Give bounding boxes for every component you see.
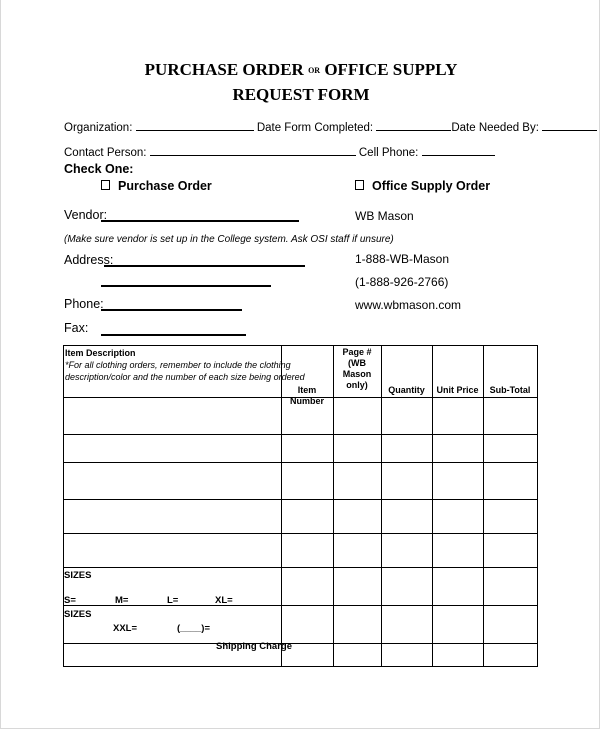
item-number-header: Item Number xyxy=(289,385,324,406)
vendor-label: Vendor: xyxy=(64,208,108,222)
organization-label: Organization: xyxy=(64,122,133,134)
subtotal-header: Sub-Total xyxy=(489,385,531,395)
item-description-note-2: description/color and the number of each size being ordered xyxy=(65,372,305,382)
address-field-2[interactable] xyxy=(101,285,271,287)
check-one-label: Check One: xyxy=(64,162,134,176)
date-needed-label: Date Needed By: xyxy=(451,122,539,134)
table-col-line xyxy=(333,345,334,667)
table-row-line xyxy=(63,434,538,435)
supplier-website[interactable]: www.wbmason.com xyxy=(355,298,462,312)
purchase-order-checkbox[interactable] xyxy=(101,180,110,190)
size-other: (____)= xyxy=(177,623,211,634)
quantity-header: Quantity xyxy=(388,385,425,395)
title-or: OR xyxy=(308,66,321,75)
cell-phone-label: Cell Phone: xyxy=(358,147,419,159)
date-completed-label: Date Form Completed: xyxy=(256,122,374,134)
supplier-phone-2: (1-888-926-2766) xyxy=(355,275,449,289)
header-row-1 xyxy=(64,120,597,134)
page-header-line2: (WB Mason xyxy=(342,358,372,379)
date-completed-field[interactable] xyxy=(376,120,451,131)
size-m: M= xyxy=(115,595,129,606)
table-row-line xyxy=(63,533,538,534)
table-border-top xyxy=(63,345,538,346)
page-header-line1: Page # xyxy=(342,347,372,357)
fax-label: Fax: xyxy=(64,321,89,335)
table-border-right xyxy=(537,345,538,667)
item-description-note-1: *For all clothing orders, remember to include the clothing xyxy=(65,360,291,370)
purchase-order-option[interactable] xyxy=(101,179,212,193)
table-row-line xyxy=(63,462,538,463)
cell-phone-field[interactable] xyxy=(422,145,495,156)
address-field-1[interactable] xyxy=(104,265,305,267)
title-part2: OFFICE SUPPLY xyxy=(324,60,458,79)
date-needed-field[interactable] xyxy=(542,120,597,131)
address-label: Address: xyxy=(64,253,114,267)
office-supply-checkbox[interactable] xyxy=(355,180,364,190)
size-s: S= xyxy=(64,595,76,606)
office-supply-label: Office Supply Order xyxy=(372,179,491,193)
sizes-label-2: SIZES xyxy=(64,609,92,620)
items-table xyxy=(63,345,538,667)
form-title-line2: REQUEST FORM xyxy=(232,85,370,104)
purchase-order-label: Purchase Order xyxy=(118,179,212,193)
vendor-field[interactable] xyxy=(101,220,299,222)
unit-price-header: Unit Price xyxy=(436,385,479,395)
organization-field[interactable] xyxy=(136,120,254,131)
page-number-header xyxy=(333,347,381,391)
phone-field[interactable] xyxy=(101,309,242,311)
item-description-title: Item Description xyxy=(65,348,136,358)
page-header-line3: only) xyxy=(346,380,368,390)
shipping-charge-label: Shipping Charge xyxy=(216,641,292,652)
table-row-line xyxy=(63,643,538,644)
phone-label: Phone: xyxy=(64,297,104,311)
table-row-line xyxy=(63,499,538,500)
form-title-line1 xyxy=(1,60,600,80)
table-row-line xyxy=(63,605,538,606)
contact-person-label: Contact Person: xyxy=(64,147,147,159)
vendor-note: (Make sure vendor is set up in the College system. Ask OSI staff if unsure) xyxy=(64,234,394,245)
title-part1: PURCHASE ORDER xyxy=(144,60,304,79)
table-border-bottom xyxy=(63,666,538,667)
contact-person-field[interactable] xyxy=(150,145,356,156)
item-description-header xyxy=(65,347,305,383)
header-row-2 xyxy=(64,145,495,159)
supplier-name: WB Mason xyxy=(355,209,414,223)
size-l: L= xyxy=(167,595,179,606)
supplier-phone-1: 1-888-WB-Mason xyxy=(355,252,450,266)
table-row-line xyxy=(63,567,538,568)
size-xl: XL= xyxy=(215,595,233,606)
sizes-label-1: SIZES xyxy=(64,570,92,581)
size-xxl: XXL= xyxy=(113,623,138,634)
office-supply-option[interactable] xyxy=(355,179,490,193)
fax-field[interactable] xyxy=(101,334,246,336)
